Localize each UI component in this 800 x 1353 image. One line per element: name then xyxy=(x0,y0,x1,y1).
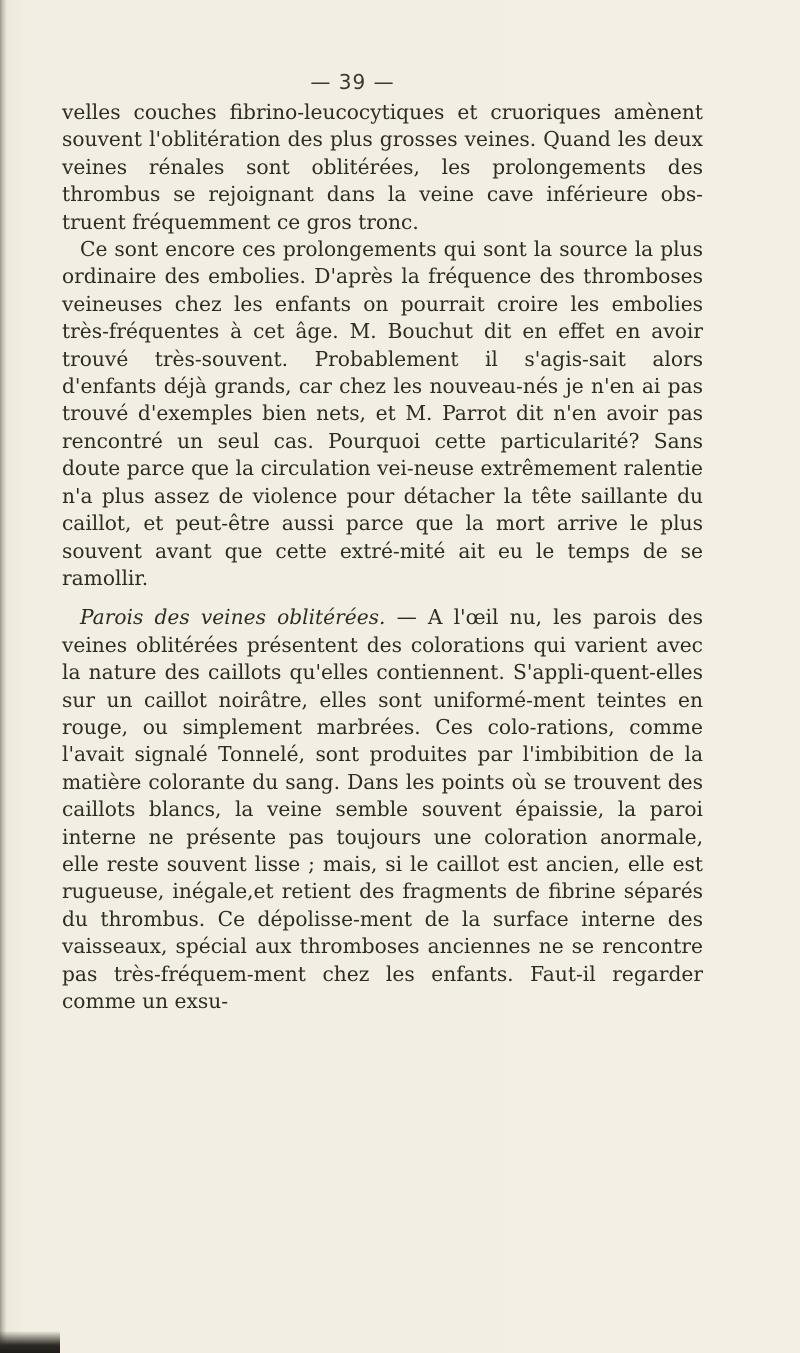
paragraph-2-text: Ce sont encore ces prolongements qui sont la source la plus ordinaire des embolies. D'après la fréquence des thromboses veineuses chez les enfants on pourrait croire les embolies très-fréquentes à cet âge. M. Bouchut dit en effet en avoir trouvé très-souvent. Probablement il s'agis-sait alors d'enfants déjà grands, car chez les nouveau-nés je n'en ai pas trouvé d'exemples bien nets, et M. Parrot dit n'en avoir pas rencontré un seul cas. Pourquoi cette particularité? Sans doute parce que la circulation vei-neuse extrêmement ralentie n'a plus assez de violence pour détacher la tête saillante du caillot, et peut-être aussi parce que la mort arrive le plus souvent avant que cette extré-mité ait eu le temps de se ramollir. xyxy=(62,237,703,590)
paragraph-3 xyxy=(62,604,703,1015)
binding-corner-shadow xyxy=(0,1331,60,1353)
section-heading: Parois des veines oblitérées. xyxy=(80,605,386,630)
body-text xyxy=(62,99,703,1015)
binding-edge xyxy=(0,0,6,1353)
paragraph-3-text: — A l'œil nu, les parois des veines oblitérées présentent des colorations qui varient avec la nature des caillots qu'elles contiennent. S'appli-quent-elles sur un caillot noirâtre, elles sont uniformé-ment teintes en rouge, ou simplement marbrées. Ces colo-rations, comme l'avait signalé Tonnelé, sont produites par l'imbibition de la matière colorante du sang. Dans les points où se trouvent des caillots blancs, la veine semble souvent épaissie, la paroi interne ne présente pas toujours une coloration anormale, elle reste souvent lisse ; mais, si le caillot est ancien, elle est rugueuse, inégale,et retient des fragments de fibrine séparés du thrombus. Ce dépolisse-ment de la surface interne des vaisseaux, spécial aux thromboses anciennes ne se rencontre pas très-fréquem-ment chez les enfants. Faut-il regarder comme un exsu- xyxy=(62,605,703,1013)
paragraph-1-text: velles couches fibrino-leucocytiques et cruoriques amènent souvent l'oblitération des plus grosses veines. Quand les deux veines rénales sont oblitérées, les prolongements des thrombus se rejoignant dans la veine cave inférieure obs-truent fréquemment ce gros tronc. xyxy=(62,100,703,234)
page-number: — 39 — xyxy=(310,70,395,94)
paragraph-2 xyxy=(62,236,703,592)
paragraph-1 xyxy=(62,99,703,236)
